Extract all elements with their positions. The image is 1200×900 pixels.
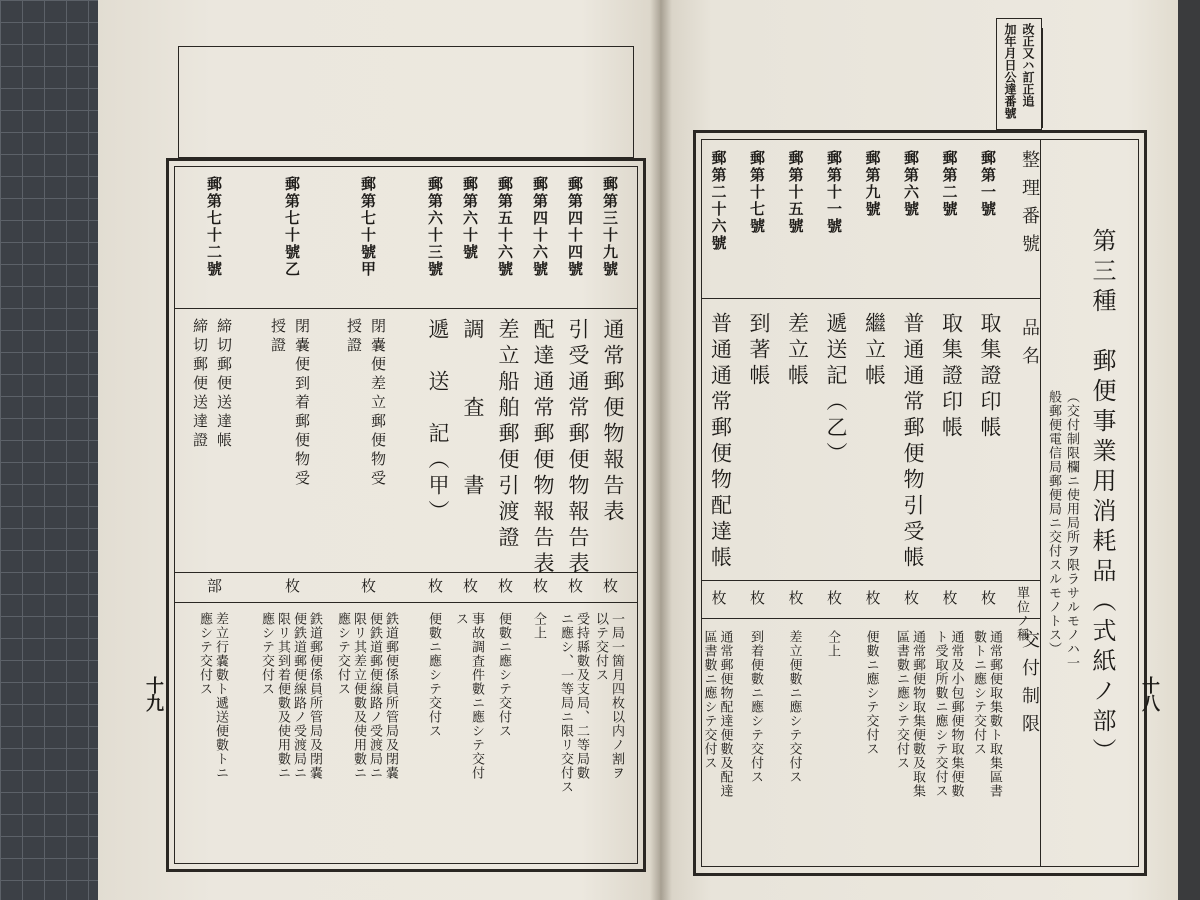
header-name: 品名	[1019, 318, 1040, 374]
item-limit-line: 應シテ交付ス	[197, 612, 212, 696]
item-name: 到著帳	[747, 312, 771, 390]
item-limit-line: 限リ其到着便數及使用數ニ	[275, 612, 290, 780]
item-name: 締切郵便送達帳	[215, 318, 233, 451]
item-unit: 枚	[863, 590, 882, 605]
item-limit-line: 一局一箇月四枚以内ノ割ヲ	[609, 612, 624, 780]
header-number: 整理番號	[1019, 150, 1040, 262]
item-number: 郵第六十號	[461, 176, 479, 261]
item-limit-line: ニ應シ、一等局ニ限リ交付ス	[558, 612, 573, 794]
rule-unit-limit	[701, 618, 1040, 619]
amendment-box	[996, 18, 1042, 130]
item-limit-line: 仝上	[825, 630, 840, 658]
item-number: 郵第六十三號	[426, 176, 444, 278]
item-unit: 枚	[786, 590, 805, 605]
item-number: 郵第四十四號	[566, 176, 584, 278]
item-name: 遞送記（乙）	[824, 312, 848, 468]
item-name: 締切郵便送達證	[191, 318, 209, 451]
item-name: 取集證印帳	[978, 312, 1002, 442]
header-unit: 單位ノ稱	[1014, 586, 1029, 642]
left-top-frame	[178, 46, 634, 158]
item-limit-line: 數トニ應シテ交付ス	[971, 630, 986, 756]
item-name: 普通通常郵便物引受帳	[901, 312, 925, 572]
item-number: 郵第七十號乙	[283, 176, 301, 278]
item-limit-line: 便數ニ應シテ交付ス	[496, 612, 511, 738]
item-number: 郵第三十九號	[601, 176, 619, 278]
item-name: 閉嚢便差立郵便物受	[369, 318, 387, 489]
header-limit: 交付制限	[1019, 630, 1040, 742]
left-page-number: 十九	[143, 676, 164, 712]
item-limit-line: 通常郵便取集數ト取集區書	[987, 630, 1002, 798]
item-name: 通常郵便物報告表	[601, 318, 625, 526]
item-number: 郵第一號	[979, 150, 997, 218]
item-limit-line: 通常郵便物取集便數及取集	[910, 630, 925, 798]
item-name: 授證	[345, 318, 363, 356]
item-unit: 枚	[531, 578, 549, 593]
item-name: 授證	[269, 318, 287, 356]
item-limit-line: 便數ニ應シテ交付ス	[863, 630, 879, 756]
item-unit: 枚	[709, 590, 728, 605]
item-limit-line: 區書數ニ應シテ交付ス	[894, 630, 909, 770]
item-number: 郵第九號	[863, 150, 882, 218]
item-number: 郵第二十六號	[709, 150, 728, 252]
item-limit-line: ト受取所數ニ應シテ交付ス	[932, 630, 948, 798]
item-name: 繼立帳	[862, 312, 887, 390]
item-name: 取集證印帳	[939, 312, 964, 442]
item-number: 郵第七十號甲	[359, 176, 377, 278]
document-title: 第三種 郵便事業用消耗品（式紙ノ部）	[1088, 228, 1116, 768]
item-limit-line: 差立便數ニ應シテ交付ス	[786, 630, 802, 784]
item-unit: 枚	[979, 590, 997, 605]
item-limit-line: 鉄道郵便係員所管局及閉嚢	[307, 612, 322, 780]
item-unit: 枚	[825, 590, 843, 605]
item-limit-line: 便數ニ應シテ交付ス	[426, 612, 441, 738]
subtitle-line-1: （交付制限欄ニ使用局所ヲ限ラサルモノハ一	[1064, 390, 1079, 670]
rule-number-name	[701, 298, 1040, 299]
amendment-line-1: 改正又ハ訂正追	[1021, 23, 1035, 107]
item-limit-line: 到着便數ニ應シテ交付ス	[748, 630, 763, 784]
item-limit-line: 鉄道郵便係員所管局及閉嚢	[383, 612, 398, 780]
item-unit: 枚	[496, 578, 514, 593]
item-name: 引受通常郵便物報告表	[566, 318, 590, 578]
item-limit-line: 便鉄道郵便線路ノ受渡局ニ	[291, 612, 306, 780]
item-limit-line: 事故調査件數ニ應シテ交付	[469, 612, 484, 780]
item-limit-line: 通常郵便物配達便數及配達	[717, 630, 733, 798]
item-unit: 枚	[283, 578, 301, 593]
item-name: 調 査 書	[461, 318, 485, 500]
item-limit-line: 仝上	[531, 612, 546, 640]
item-name: 配達通常郵便物報告表	[531, 318, 555, 578]
item-number: 郵第五十六號	[496, 176, 514, 278]
item-number: 郵第十七號	[748, 150, 766, 235]
item-number: 郵第十五號	[786, 150, 805, 235]
left-rule-unit-limit	[174, 602, 638, 603]
item-limit-line: 受持縣數及支局、二等局數	[574, 612, 589, 780]
cutting-mat-background	[0, 0, 112, 900]
item-name: 差立船舶郵便引渡證	[496, 318, 520, 552]
item-unit: 枚	[902, 590, 920, 605]
right-page-number: 十八	[1139, 676, 1160, 712]
amendment-line-2: 加年月日公達番號	[1003, 23, 1017, 119]
item-unit: 部	[205, 578, 223, 593]
item-name: 普通通常郵便物配達帳	[708, 312, 733, 572]
item-limit-line: ス	[453, 612, 468, 626]
rule-name-unit	[701, 580, 1040, 581]
item-name: 遞 送 記（甲）	[426, 318, 450, 526]
subtitle-line-2: 般郵便電信局郵便局ニ交付スルモノトス）	[1046, 390, 1061, 656]
amendment-column-rule	[1042, 28, 1043, 128]
item-unit: 枚	[461, 578, 479, 593]
item-limit-line: 區書數ニ應シテ交付ス	[701, 630, 717, 770]
left-rule-number-name	[174, 308, 638, 309]
item-number: 郵第十一號	[825, 150, 843, 235]
item-limit-line: 差立行嚢數ト遞送便數トニ	[213, 612, 228, 780]
item-number: 郵第四十六號	[531, 176, 549, 278]
item-name: 閉嚢便到着郵便物受	[293, 318, 311, 489]
item-limit-line: 以テ交付ス	[593, 612, 608, 682]
item-number: 郵第六號	[902, 150, 920, 218]
item-unit: 枚	[426, 578, 444, 593]
item-unit: 枚	[359, 578, 377, 593]
item-limit-line: 限リ其差立便數及使用數ニ	[351, 612, 366, 780]
item-unit: 枚	[940, 590, 959, 605]
item-limit-line: 應シテ交付ス	[259, 612, 274, 696]
item-number: 郵第二號	[940, 150, 959, 218]
item-limit-line: 便鉄道郵便線路ノ受渡局ニ	[367, 612, 382, 780]
item-limit-line: 應シテ交付ス	[335, 612, 350, 696]
item-unit: 枚	[601, 578, 619, 593]
item-number: 郵第七十二號	[205, 176, 223, 278]
item-name: 差立帳	[785, 312, 810, 390]
item-unit: 枚	[748, 590, 766, 605]
item-limit-line: 通常及小包郵便物取集便數	[948, 630, 964, 798]
book-gutter	[650, 0, 672, 900]
item-unit: 枚	[566, 578, 584, 593]
background-edge	[1176, 0, 1200, 900]
